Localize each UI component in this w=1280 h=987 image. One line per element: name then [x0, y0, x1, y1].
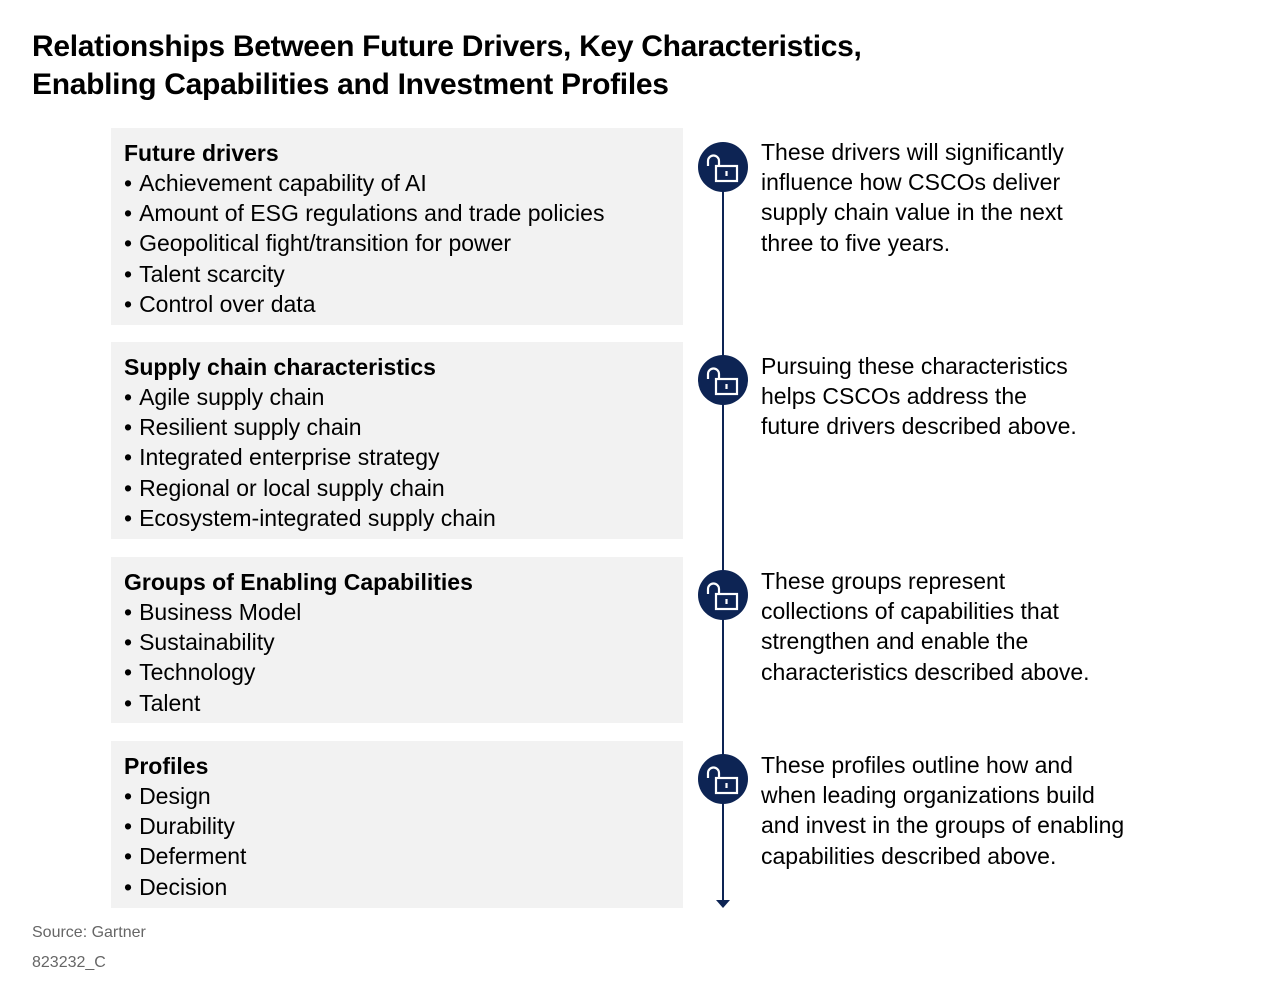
- list-item: • Ecosystem-integrated supply chain: [124, 503, 670, 533]
- unlock-icon: [698, 142, 748, 192]
- list-item: • Achievement capability of AI: [124, 168, 670, 198]
- description-line: helps CSCOs address the: [761, 383, 1027, 410]
- list-item: • Talent scarcity: [124, 259, 670, 289]
- description-line: These groups represent: [761, 568, 1006, 594]
- description-line: and invest in the groups of enabling: [761, 812, 1125, 839]
- section-heading: Supply chain characteristics: [124, 354, 436, 380]
- section-heading: Future drivers: [124, 140, 279, 166]
- future-drivers-description: [761, 137, 1201, 258]
- description-line: three to five years.: [761, 229, 951, 256]
- list-item: • Decision: [124, 872, 670, 902]
- list-item: • Amount of ESG regulations and trade policies: [124, 198, 670, 228]
- list-item: • Durability: [124, 811, 670, 841]
- characteristics-description: [761, 351, 1201, 442]
- list-item: • Business Model: [124, 597, 670, 627]
- list-item: • Integrated enterprise strategy: [124, 442, 670, 472]
- list-item: • Regional or local supply chain: [124, 473, 670, 503]
- description-line: when leading organizations build: [761, 782, 1095, 809]
- capabilities-description: [761, 566, 1201, 687]
- unlock-icon: [698, 570, 748, 620]
- list-item: • Geopolitical fight/transition for power: [124, 228, 670, 258]
- description-line: future drivers described above.: [761, 413, 1077, 440]
- list-item: • Resilient supply chain: [124, 412, 670, 442]
- title-line-1: Relationships Between Future Drivers, Key Characteristics,: [32, 30, 862, 63]
- profiles-description: [761, 750, 1201, 871]
- title-line-2: Enabling Capabilities and Investment Profiles: [32, 68, 669, 101]
- description-line: strengthen and enable the: [761, 628, 1029, 655]
- source-note: Source: Gartner: [32, 924, 146, 941]
- description-line: influence how CSCOs deliver: [761, 169, 1061, 196]
- description-line: These drivers will significantly: [761, 139, 1064, 165]
- section-heading: Profiles: [124, 753, 209, 779]
- list-item: • Control over data: [124, 289, 670, 319]
- unlock-icon: [698, 355, 748, 405]
- section-heading: Groups of Enabling Capabilities: [124, 569, 473, 595]
- description-line: capabilities described above.: [761, 842, 1057, 869]
- list-item: • Talent: [124, 688, 670, 718]
- list-item: • Technology: [124, 657, 670, 687]
- list-item: • Design: [124, 781, 670, 811]
- description-line: collections of capabilities that: [761, 598, 1059, 625]
- figure-id: 823232_C: [32, 954, 106, 971]
- description-line: These profiles outline how and: [761, 752, 1073, 778]
- list-item: • Deferment: [124, 841, 670, 871]
- description-line: supply chain value in the next: [761, 199, 1063, 226]
- unlock-icon: [698, 754, 748, 804]
- list-item: • Sustainability: [124, 627, 670, 657]
- description-line: characteristics described above.: [761, 658, 1090, 685]
- description-line: Pursuing these characteristics: [761, 353, 1068, 379]
- list-item: • Agile supply chain: [124, 382, 670, 412]
